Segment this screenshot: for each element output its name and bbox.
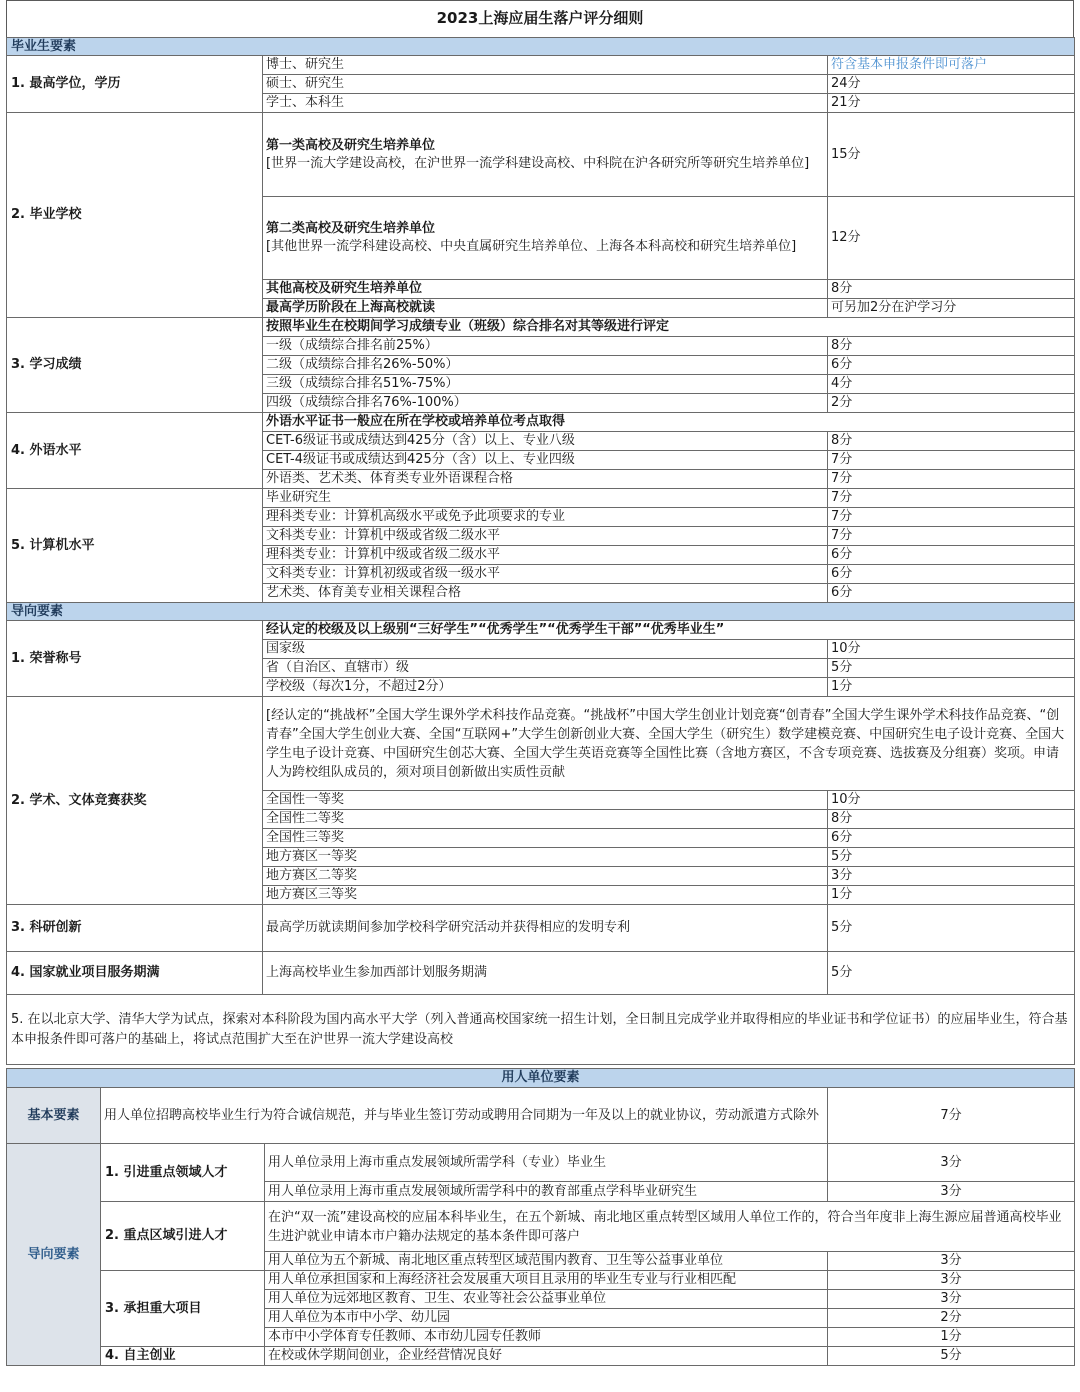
criterion-item: CET-6级证书或成绩达到425分（含）以上、专业八级 xyxy=(263,432,828,451)
score-value: 6分 xyxy=(828,829,1075,848)
criterion-item: 毕业研究生 xyxy=(263,489,828,508)
guide-factor-label: 导向要素 xyxy=(7,1144,101,1366)
school-group-desc: [其他世界一流学科建设高校、中央直属研究生培养单位、上海各本科高校和研究生培养单位] xyxy=(266,239,797,254)
criterion-item: 用人单位为本市中小学、幼儿园 xyxy=(265,1309,828,1328)
criterion-item: 二级（成绩综合排名26%-50%） xyxy=(263,356,828,375)
criterion-heading: 按照毕业生在校期间学习成绩专业（班级）综合排名对其等级进行评定 xyxy=(263,318,1075,337)
score-value: 5分 xyxy=(828,659,1075,678)
score-value: 可另加2分在沪学习分 xyxy=(828,299,1075,318)
criterion-item: 学士、本科生 xyxy=(263,94,828,113)
score-value: 6分 xyxy=(828,565,1075,584)
school-group-desc: [世界一流大学建设高校，在沪世界一流学科建设高校、中科院在沪各研究所等研究生培养单位] xyxy=(266,155,810,171)
score-value: 24分 xyxy=(828,75,1075,94)
criterion-item: 在校或休学期间创业，企业经营情况良好 xyxy=(265,1347,828,1366)
score-value: 7分 xyxy=(828,451,1075,470)
school-group-title: 其他高校及研究生培养单位 xyxy=(263,280,828,299)
criterion-item: 本市中小学体育专任教师、本市幼儿园专任教师 xyxy=(265,1328,828,1347)
region-description: 在沪“双一流”建设高校的应届本科毕业生，在五个新城、南北地区重点转型区域用人单位工作的，符合当年度非上海生源应届普通高校毕业生进沪就业申请本市户籍办法规定的基本条件即可落户 xyxy=(265,1202,1075,1252)
criterion-item: 理科类专业：计算机中级或省级二级水平 xyxy=(263,546,828,565)
section-header-graduate: 毕业生要素 xyxy=(7,38,1075,56)
criterion-item: 最高学历就读期间参加学校科学研究活动并获得相应的发明专利 xyxy=(263,905,828,952)
section-header-employer: 用人单位要素 xyxy=(7,1069,1075,1088)
criterion-item: 用人单位为五个新城、南北地区重点转型区域范围内教育、卫生等公益事业单位 xyxy=(265,1252,828,1271)
basic-factor-label: 基本要素 xyxy=(7,1088,101,1144)
criterion-item: 文科类专业：计算机初级或省级一级水平 xyxy=(263,565,828,584)
criteria-table xyxy=(6,37,1075,1065)
score-value: 21分 xyxy=(828,94,1075,113)
criterion-item: 地方赛区一等奖 xyxy=(263,848,828,867)
score-value: 5分 xyxy=(828,1347,1075,1366)
score-value: 8分 xyxy=(828,432,1075,451)
criterion-item: 地方赛区三等奖 xyxy=(263,886,828,905)
category-startup: 4. 自主创业 xyxy=(101,1347,265,1366)
criterion-item: 四级（成绩综合排名76%-100%） xyxy=(263,394,828,413)
criterion-item: CET-4级证书或成绩达到425分（含）以上、专业四级 xyxy=(263,451,828,470)
school-group-title: 第二类高校及研究生培养单位 xyxy=(266,221,436,236)
score-value: 6分 xyxy=(828,356,1075,375)
school-group-title: 最高学历阶段在上海高校就读 xyxy=(263,299,828,318)
category-research: 3. 科研创新 xyxy=(7,905,263,952)
category-degree: 1. 最高学位，学历 xyxy=(7,56,263,113)
criterion-item: 学校级（每次1分，不超过2分） xyxy=(263,678,828,697)
score-value: 3分 xyxy=(828,867,1075,886)
basic-factor-desc: 用人单位招聘高校毕业生行为符合诚信规范，并与毕业生签订劳动或聘用合同期为一年及以上的就业协议，劳动派遣方式除外 xyxy=(101,1088,828,1144)
section-header-guide: 导向要素 xyxy=(7,603,1075,621)
score-value: 1分 xyxy=(828,1328,1075,1347)
score-sheet xyxy=(6,0,1074,1366)
score-value: 10分 xyxy=(828,791,1075,810)
employer-table xyxy=(6,1068,1075,1366)
category-talent: 1. 引进重点领域人才 xyxy=(101,1144,265,1202)
criterion-item: 全国性三等奖 xyxy=(263,829,828,848)
score-value: 7分 xyxy=(828,489,1075,508)
criterion-item: 外语类、艺术类、体育类专业外语课程合格 xyxy=(263,470,828,489)
criterion-item: 理科类专业：计算机高级水平或免予此项要求的专业 xyxy=(263,508,828,527)
criterion-item: 文科类专业：计算机中级或省级二级水平 xyxy=(263,527,828,546)
score-value: 12分 xyxy=(828,197,1075,280)
score-value: 3分 xyxy=(828,1144,1075,1182)
category-project: 3. 承担重大项目 xyxy=(101,1271,265,1347)
criterion-item: 用人单位录用上海市重点发展领域所需学科中的教育部重点学科毕业研究生 xyxy=(265,1182,828,1202)
criterion-heading: 经认定的校级及以上级别“三好学生”“优秀学生”“优秀学生干部”“优秀毕业生” xyxy=(263,621,1075,640)
criterion-item: 地方赛区二等奖 xyxy=(263,867,828,886)
criterion-item: 国家级 xyxy=(263,640,828,659)
score-value: 3分 xyxy=(828,1252,1075,1271)
category-region: 2. 重点区域引进人才 xyxy=(101,1202,265,1271)
score-value: 7分 xyxy=(828,1088,1075,1144)
score-value: 3分 xyxy=(828,1290,1075,1309)
criterion-item: 全国性二等奖 xyxy=(263,810,828,829)
score-value: 7分 xyxy=(828,527,1075,546)
score-value: 2分 xyxy=(828,1309,1075,1328)
criterion-item: 艺术类、体育美专业相关课程合格 xyxy=(263,584,828,603)
score-value: 8分 xyxy=(828,280,1075,299)
score-value: 4分 xyxy=(828,375,1075,394)
criterion-item: 用人单位承担国家和上海经济社会发展重大项目且录用的毕业生专业与行业相匹配 xyxy=(265,1271,828,1290)
score-value: 8分 xyxy=(828,810,1075,829)
category-study: 3. 学习成绩 xyxy=(7,318,263,413)
score-value: 5分 xyxy=(828,905,1075,952)
category-honor: 1. 荣誉称号 xyxy=(7,621,263,697)
criterion-heading: 外语水平证书一般应在所在学校或培养单位考点取得 xyxy=(263,413,1075,432)
score-value: 5分 xyxy=(828,952,1075,995)
score-value: 5分 xyxy=(828,848,1075,867)
criterion-item: 上海高校毕业生参加西部计划服务期满 xyxy=(263,952,828,995)
category-school: 2. 毕业学校 xyxy=(7,113,263,318)
score-value: 7分 xyxy=(828,508,1075,527)
criterion-item: 硕士、研究生 xyxy=(263,75,828,94)
score-value: 1分 xyxy=(828,678,1075,697)
score-value: 8分 xyxy=(828,337,1075,356)
score-value: 6分 xyxy=(828,584,1075,603)
criterion-item: 用人单位录用上海市重点发展领域所需学科（专业）毕业生 xyxy=(265,1144,828,1182)
score-value: 1分 xyxy=(828,886,1075,905)
criterion-item: 用人单位为远郊地区教育、卫生、农业等社会公益事业单位 xyxy=(265,1290,828,1309)
score-value: 6分 xyxy=(828,546,1075,565)
score-value: 3分 xyxy=(828,1182,1075,1202)
page-title: 2023上海应届生落户评分细则 xyxy=(6,0,1074,37)
criterion-item: 博士、研究生 xyxy=(263,56,828,75)
score-value: 3分 xyxy=(828,1271,1075,1290)
criterion-item: 全国性一等奖 xyxy=(263,791,828,810)
criterion-item: 省（自治区、直辖市）级 xyxy=(263,659,828,678)
category-language: 4. 外语水平 xyxy=(7,413,263,489)
pilot-note: 5. 在以北京大学、清华大学为试点，探索对本科阶段为国内高水平大学（列入普通高校国家统一招生计划，全日制且完成学业并取得相应的毕业证书和学位证书）的应届毕业生，符合基本申报条件即可落户的基础上，将试点范围扩大至在沪世界一流大学建设高校 xyxy=(7,995,1075,1065)
score-value: 7分 xyxy=(828,470,1075,489)
contest-description: [经认定的“挑战杯”全国大学生课外学术科技作品竞赛。“挑战杯”中国大学生创业计划竞赛“创青春”全国大学生课外学术科技作品竞赛、“创青春”全国大学生创业大赛、全国“互联网+”大学生创新创业大赛、全国大学生（研究生）数学建模竞赛、中国研究生电子设计竞赛、全国大学生电子设计竞赛、中国研究生创芯大赛、全国大学生英语竞赛等全国性比赛（含地方赛区，不含专项竞赛、选拔赛及分组赛）奖项。申请人为跨校组队成员的，须对项目创新做出实质性贡献 xyxy=(263,697,1075,791)
category-contest: 2. 学术、文体竞赛获奖 xyxy=(7,697,263,905)
score-value: 10分 xyxy=(828,640,1075,659)
criterion-item: 三级（成绩综合排名51%-75%） xyxy=(263,375,828,394)
category-service: 4. 国家就业项目服务期满 xyxy=(7,952,263,995)
category-computer: 5. 计算机水平 xyxy=(7,489,263,603)
score-value: 2分 xyxy=(828,394,1075,413)
score-value: 符含基本申报条件即可落户 xyxy=(828,56,1075,75)
criterion-item: 一级（成绩综合排名前25%） xyxy=(263,337,828,356)
school-group-title: 第一类高校及研究生培养单位 xyxy=(266,137,436,153)
score-value: 15分 xyxy=(828,113,1075,197)
